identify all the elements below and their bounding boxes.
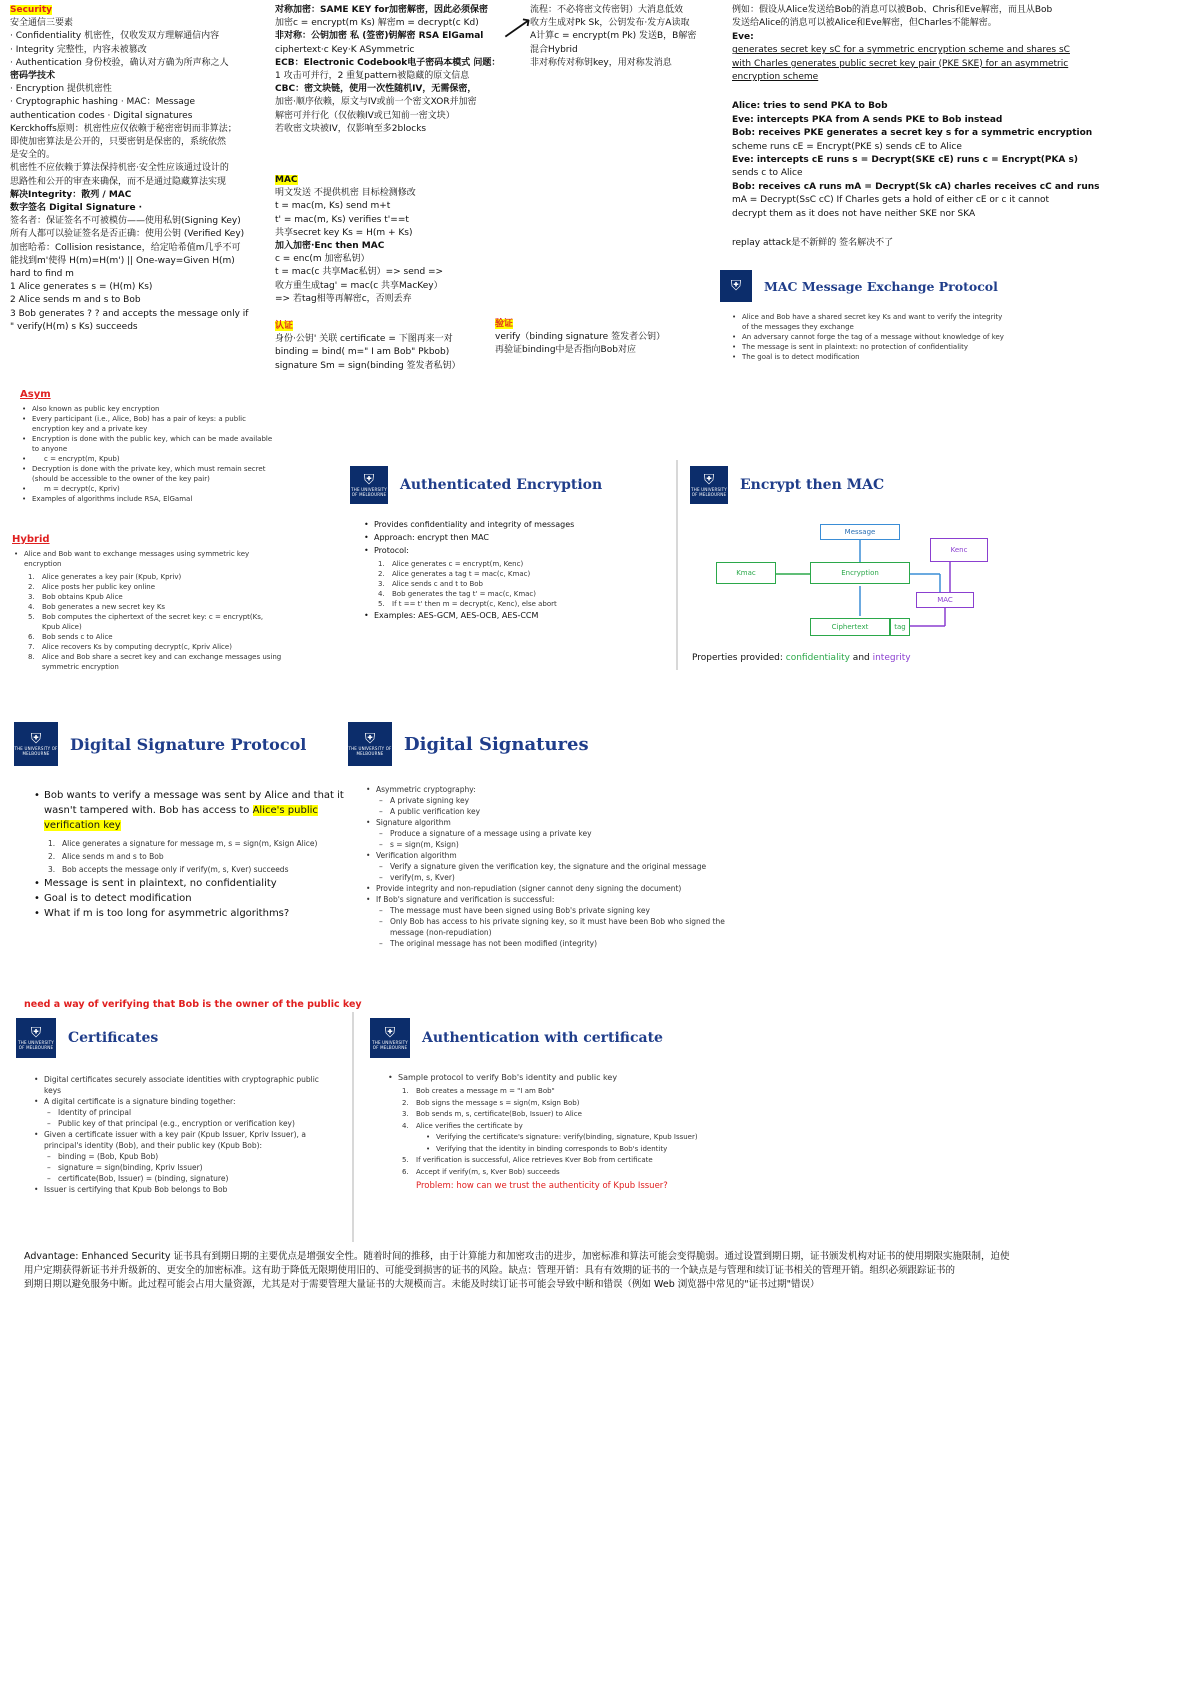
note-line: 即使加密算法是公开的，只要密钥是保密的，系统依然 (10, 137, 227, 148)
mac-item: • An adversary cannot forge the tag of a message without knowledge of key (730, 332, 1010, 342)
note-line: 安全通信三要素 (10, 18, 74, 29)
note-line: 签名者：保证签名不可被模仿——使用私钥(Signing Key) (10, 216, 241, 227)
cert-sub (44, 1151, 332, 1184)
note-line: Bob: receives cA runs mA = Decrypt(Sk cA) charles receives cC and runs (732, 181, 1100, 192)
note-line: 再验证binding中是否指向Bob对应 (495, 345, 636, 356)
awc-step-text: Bob creates a message m = "I am Bob" (416, 1087, 555, 1095)
note-line: ciphertext·c Key·K ASymmetric (275, 44, 415, 55)
ds-sub (376, 861, 736, 883)
ds-item: • If Bob's signature and verification is successful: – The message must have been signed using Bob's private signing key – Only Bob has access to his private signing key, so it must have been Bob who signed the message (non-repudiation) – The original message has not been modified (integrity) (364, 894, 736, 949)
ae-step-number: 3. (378, 580, 385, 588)
note-line: replay attack是不新鲜的 签名解决不了 (732, 238, 894, 249)
ae-step-text: Alice generates c = encrypt(m, Kenc) (392, 560, 524, 568)
awc-step-number: 4. (402, 1121, 409, 1130)
note-line: · Cryptographic hashing · MAC：Message (10, 97, 196, 108)
mac-bullets (730, 312, 1010, 362)
note-line: 身份·公钥' 关联 certificate = 下图再来一对 (275, 334, 453, 345)
mac-item: • Alice and Bob have a shared secret key Ks and want to verify the integrity of the messages they exchange (730, 312, 1010, 332)
auth-notes (275, 333, 525, 373)
cert-sub-item: – signature = sign(binding, Kpriv Issuer) (44, 1162, 332, 1173)
digital-signatures-slide (348, 722, 738, 992)
mac-box: MAC (916, 592, 974, 608)
divider (676, 460, 678, 670)
hybrid-step (24, 602, 282, 612)
advantage-paragraph (24, 1250, 1184, 1292)
ae-step-text: Bob generates the tag t' = mac(c, Kmac) (392, 590, 537, 598)
note-line: 3 Bob generates ? ? and accepts the message only if (10, 308, 249, 319)
university-logo: ⛨ THE UNIVERSITY OF MELBOURNE (350, 466, 388, 504)
ae-step-number: 5. (378, 600, 385, 608)
university-logo: ⛨ THE UNIVERSITY OF MELBOURNE (16, 1018, 56, 1058)
slide-title: Digital Signatures (404, 733, 589, 755)
etm-properties: Properties provided: confidentiality and integrity (692, 653, 911, 663)
message-box: Message (820, 524, 900, 540)
hybrid-step-text: Bob obtains Kpub Alice (42, 593, 123, 601)
paragraph-line: Advantage: Enhanced Security 证书具有到期日期的主要优点是增强安全性。随着时间的推移，由于计算能力和加密攻击的进步，加密标准和算法可能会变得脆弱。通过设置到期日期，证书颁发机构对证书的使用期限实施限制，迫使 (24, 1251, 1010, 1262)
note-line: scheme runs cE = Encrypt(PKE s) sends cE to Alice (732, 141, 962, 152)
certificates-slide (16, 1018, 336, 1238)
awc-steps (398, 1086, 766, 1193)
ds-item: • Provide integrity and non-repudiation (signer cannot deny signing the document) (364, 883, 736, 894)
crypto-notes (275, 4, 525, 373)
hybrid-step-number: 1. (28, 573, 35, 581)
note-line: 共享secret key Ks = H(m + Ks) (275, 227, 413, 238)
note-line: 明文发送 不提供机密 目标检测修改 (275, 188, 416, 199)
mac-title: MAC (275, 175, 298, 186)
hybrid-notes (12, 533, 282, 672)
note-line: 机密性不应依赖于算法保持机密·安全性应该通过设计的 (10, 163, 229, 174)
ae-item: • Provides confidentiality and integrity of messages (362, 518, 662, 531)
note-line: t = mac(m, Ks) send m+t (275, 201, 391, 212)
hybrid-step-number: 3. (28, 593, 35, 601)
slide-header (348, 722, 738, 766)
hybrid-step-text: Alice and Bob share a secret key and can exchange messages using symmetric encryption (42, 653, 282, 671)
note-line: · Confidentiality 机密性，仅收发双方理解通信内容 (10, 31, 220, 42)
dsp-item: • Message is sent in plaintext, no confidentiality (32, 876, 344, 891)
note-line: 非对称传对称钥key，用对称发消息 (530, 57, 672, 68)
hybrid-step (24, 582, 282, 592)
hybrid-step-text: Bob computes the ciphertext of the secret key: c = encrypt(Ks, Kpub Alice) (42, 613, 264, 631)
ae-item: • Protocol: 1. Alice generates c = encrypt(m, Kenc) 2. Alice generates a tag t = mac(c, Kmac) 3. Alice sends c and t to Bob 4. Bob generates the tag t' = mac(c, Kmac) 5. If t == t' then m = decrypt(c, Kenc), else abort (362, 544, 662, 609)
note-line: t' = mac(m, Ks) verifies t'==t (275, 214, 409, 225)
awc-sub-item: • Verifying the certificate's signature: verify(binding, signature, Kpub Issuer) (424, 1132, 766, 1144)
ds-sub-item: – The original message has not been modified (integrity) (376, 938, 736, 949)
university-logo: ⛨ THE UNIVERSITY OF MELBOURNE (14, 722, 58, 766)
asym-bullets (20, 404, 280, 504)
note-line: 非对称：公钥加密 私 (签密)钥解密 RSA ElGamal (275, 31, 484, 42)
ds-item: • Verification algorithm – Verify a signature given the verification key, the signature and the original message – verify(m, s, Kver) (364, 850, 736, 883)
ds-sub (376, 795, 736, 817)
note-line: 若收密文块被IV，仅影响至多2blocks (275, 123, 427, 134)
ds-item: • Signature algorithm – Produce a signature of a message using a private key – s = sign(m, Ksign) (364, 817, 736, 850)
dsp-step (44, 850, 344, 863)
university-logo: ⛨ THE UNIVERSITY OF MELBOURNE (348, 722, 392, 766)
hybrid-step-number: 7. (28, 643, 35, 651)
tag-box: tag (890, 618, 910, 636)
note-line: 对称加密：SAME KEY for加密解密，因此必须保密 (275, 5, 488, 15)
slide-header (370, 1018, 770, 1058)
ae-step (374, 589, 662, 599)
ae-step-text: If t == t' then m = decrypt(c, Kenc), else abort (392, 600, 557, 608)
security-title: Security (10, 5, 53, 15)
hybrid-step-number: 2. (28, 583, 35, 591)
ciphertext-box: Ciphertext (810, 618, 890, 636)
slide-header (16, 1018, 336, 1058)
kmac-box: Kmac (716, 562, 776, 584)
note-line: 加密·顺序依赖，原文与IV或前一个密文XOR并加密 (275, 97, 477, 108)
etm-diagram (690, 516, 1010, 641)
cert-sub-item: – Identity of principal (44, 1107, 332, 1118)
dsp-intro: • Bob wants to verify a message was sent by Alice and that it wasn't tampered with. Bob has access to Alice's public verification key 1. Alice generates a signature for message m, s = sign(m, Ksign Alice) 2. Alice sends m and s to Bob 3. Bob accepts the message only if verify(m, s, Kver) succeeds (32, 788, 344, 876)
awc-step-text: Bob signs the message s = sign(m, Ksign Bob) (416, 1098, 580, 1107)
ds-sub-item: – s = sign(m, Ksign) (376, 839, 736, 850)
digital-signature-protocol-slide (14, 722, 344, 942)
verify-title: 验证 (495, 319, 514, 329)
note-line: 混合Hybrid (530, 44, 578, 55)
hybrid-step-number: 4. (28, 603, 35, 611)
ds-item: • Asymmetric cryptography: – A private signing key – A public verification key (364, 784, 736, 817)
hybrid-step-number: 5. (28, 613, 35, 621)
ae-step-number: 4. (378, 590, 385, 598)
verify-notes (495, 318, 705, 358)
ae-item: • Approach: encrypt then MAC (362, 531, 662, 544)
awc-step (398, 1109, 766, 1121)
note-line: authentication codes · Digital signatures (10, 110, 193, 121)
note-line: 密码学技术 (10, 71, 56, 82)
note-line: 解决Integrity：散列 / MAC (10, 189, 132, 200)
cert-sub-item: – binding = (Bob, Kpub Bob) (44, 1151, 332, 1162)
note-line: decrypt them as it does not have neither SKE nor SKA (732, 208, 976, 219)
note-line: 发送给Alice的消息可以被Alice和Eve解密，但Charles不能解密。 (732, 18, 997, 29)
ds-sub-item: – Verify a signature given the verification key, the signature and the original message (376, 861, 736, 872)
ae-steps (374, 559, 662, 609)
awc-step-number: 5. (402, 1156, 409, 1164)
paragraph-line: 到期日期以避免服务中断。此过程可能会占用大量资源，尤其是对于需要管理大量证书的大规模而言。未能及时续订证书可能会导致中断和错误（例如 Web 浏览器中常见的"证书过期"错误） (24, 1279, 820, 1290)
mac-notes (275, 187, 525, 306)
awc-step (398, 1098, 766, 1110)
hybrid-step-text: Alice recovers Ks by computing decrypt(c, Kpriv Alice) (42, 643, 232, 651)
ds-sub-item: – A private signing key (376, 795, 736, 806)
paragraph-line: 用户定期获得新证书并升级新的、更安全的加密标准。这有助于降低无限期使用旧的、可能受到损害的证书的风险。缺点：管理开销：具有有效期的证书的一个缺点是与管理和续订证书相关的管理开销。组织必须跟踪证书的 (24, 1265, 956, 1276)
awc-sub-item: • Verifying that the identity in binding corresponds to Bob's identity (424, 1144, 766, 1156)
encryption-box: Encryption (810, 562, 910, 584)
note-line: => 若tag相等再解密c，否则丢弃 (275, 293, 412, 304)
hybrid-step-text: Alice generates a key pair (Kpub, Kpriv) (42, 573, 182, 581)
awc-step-text: Accept if verify(m, s, Kver Bob) succeeds (416, 1167, 560, 1176)
awc-step (398, 1155, 766, 1167)
awc-step-number: 3. (402, 1110, 409, 1118)
ds-bullets (364, 784, 736, 949)
cert-sub-item: – certificate(Bob, Issuer) = (binding, signature) (44, 1173, 332, 1184)
slide-header (350, 466, 670, 504)
dsp-step-number: 2. (48, 852, 56, 861)
note-line: c = enc(m 加密私钥） (275, 254, 370, 265)
ds-sub-item: – Only Bob has access to his private signing key, so it must have been Bob who signed the message (non-repudiation) (376, 916, 736, 938)
cert-item: • Issuer is certifying that Kpub Bob belongs to Bob (32, 1184, 332, 1195)
awc-step-text: Bob sends m, s, certificate(Bob, Issuer) to Alice (416, 1110, 582, 1118)
slide-title: Certificates (68, 1030, 159, 1046)
awc-step (398, 1121, 766, 1156)
university-logo: ⛨ THE UNIVERSITY OF MELBOURNE (370, 1018, 410, 1058)
hybrid-steps (24, 572, 282, 672)
cert-sub (44, 1107, 332, 1129)
cert-bullets (32, 1074, 332, 1195)
slide-title: MAC Message Exchange Protocol (764, 278, 998, 294)
asym-item: • Every participant (i.e., Alice, Bob) has a pair of keys: a public encryption key and a private key (20, 414, 280, 434)
note-line: signature Sm = sign(binding 签发者私钥） (275, 360, 461, 371)
awc-step (398, 1167, 766, 1179)
note-line: 收方重生成tag' = mac(c 共享MacKey） (275, 280, 443, 291)
note-line: encryption scheme (732, 72, 819, 83)
note-line: t = mac(c 共享Mac私钥）=> send => (275, 267, 444, 278)
owner-note: need a way of verifying that Bob is the owner of the public key (24, 999, 362, 1010)
awc-problem: Problem: how can we trust the authenticity of Kpub Issuer? (416, 1181, 668, 1191)
mac-item: • The message is sent in plaintext: no protection of confidentiality (730, 342, 1010, 352)
note-line: 数字签名 Digital Signature · (10, 203, 143, 214)
ds-sub (376, 905, 736, 949)
hybrid-step-text: Bob sends c to Alice (42, 633, 113, 641)
slide-title: Encrypt then MAC (740, 477, 885, 493)
slide-title: Authenticated Encryption (400, 477, 603, 493)
arrow-icon: ⟶ (497, 9, 538, 48)
hybrid-intro: Alice and Bob want to exchange messages using symmetric key encryption (24, 550, 250, 568)
security-notes (10, 4, 285, 334)
flow-notes (530, 4, 725, 70)
awc-step-number: 6. (402, 1167, 409, 1176)
cert-item: • Digital certificates securely associate identities with cryptographic public keys (32, 1074, 332, 1096)
note-line: sends c to Alice (732, 168, 803, 179)
authentication-certificate-slide (370, 1018, 770, 1238)
university-logo: ⛨ (720, 270, 752, 302)
note-line: 1 攻击可并行，2 重复pattern被隐藏的原文信息 (275, 71, 470, 82)
hybrid-step (24, 652, 282, 672)
hybrid-title: Hybrid (12, 534, 50, 545)
note-line: " verify(H(m) s Ks) succeeds (10, 321, 138, 332)
note-line: 1 Alice generates s = (H(m) Ks) (10, 282, 153, 293)
asym-notes (20, 388, 280, 504)
auth-title: 认证 (275, 321, 294, 332)
note-line: 能找到m'使得 H(m)=H(m') || One-way=Given H(m) (10, 255, 235, 266)
symmetric-notes (275, 4, 525, 136)
slide-title: Digital Signature Protocol (70, 734, 307, 754)
dsp-step (44, 837, 344, 850)
mac-item: • The goal is to detect modification (730, 352, 1010, 362)
hybrid-step-text: Alice posts her public key online (42, 583, 156, 591)
note-line: 2 Alice sends m and s to Bob (10, 295, 141, 306)
asym-item: • c = encrypt(m, Kpub) (20, 454, 280, 464)
dsp-bullets (32, 788, 344, 921)
note-line: Eve: intercepts PKA from A sends PKE to Bob instead (732, 114, 1003, 125)
hybrid-step (24, 572, 282, 582)
ae-step (374, 569, 662, 579)
ae-step (374, 599, 662, 609)
note-line: hard to find m (10, 269, 74, 280)
hybrid-step (24, 612, 282, 632)
mitm-notes (732, 4, 1194, 251)
note-line: CBC：密文块链，使用一次性随机IV，无需保密， (275, 84, 477, 95)
ae-step-text: Alice sends c and t to Bob (392, 580, 483, 588)
note-line: 加密c = encrypt(m Ks) 解密m = decrypt(c Kd) (275, 18, 479, 29)
asym-item: • m = decrypt(c, Kpriv) (20, 484, 280, 494)
note-line: Eve: (732, 31, 754, 42)
awc-bullets (386, 1072, 766, 1193)
awc-step-text: Alice verifies the certificate by (416, 1121, 523, 1130)
cert-sub-item: – Public key of that principal (e.g., encryption or verification key) (44, 1118, 332, 1129)
dsp-item: • Goal is to detect modification (32, 891, 344, 906)
awc-sub (424, 1132, 766, 1155)
cert-item: • A digital certificate is a signature binding together: – Identity of principal – Public key of that principal (e.g., encryption or verification key) (32, 1096, 332, 1129)
mitm-lines (732, 4, 1194, 251)
note-line: binding = bind( m=" I am Bob" Pkbob) (275, 347, 450, 358)
awc-step-text: If verification is successful, Alice retrieves Kver Bob from certificate (416, 1156, 653, 1164)
awc-step (398, 1086, 766, 1098)
note-line: generates secret key sC for a symmetric encryption scheme and shares sC (732, 45, 1070, 56)
asym-item: • Also known as public key encryption (20, 404, 280, 414)
ds-sub-item: – A public verification key (376, 806, 736, 817)
slide-title: Authentication with certificate (422, 1030, 663, 1046)
note-line: with Charles generates public secret key pair (PKE SKE) for an asymmetric (732, 58, 1069, 69)
slide-header (720, 270, 1020, 302)
note-line: 加密哈希：Collision resistance，给定哈希值m几乎不可 (10, 242, 241, 253)
hybrid-step-number: 8. (28, 653, 35, 661)
note-line: 例如：假设从Alice发送给Bob的消息可以被Bob、Chris和Eve解密，而且从Bob (732, 5, 1053, 15)
note-line: · Authentication 身份校验，确认对方确为所声称之人 (10, 57, 229, 68)
encrypt-then-mac-slide (690, 466, 1010, 666)
verify-lines (495, 331, 705, 357)
ae-bullets (362, 518, 662, 622)
flow-lines (530, 4, 725, 70)
hybrid-step (24, 642, 282, 652)
note-line: 加入加密·Enc then MAC (275, 241, 385, 252)
note-line: 解密可并行化（仅依赖IV或已知前一密文块） (275, 110, 455, 121)
note-line: Alice: tries to send PKA to Bob (732, 101, 888, 112)
asym-item: • Decryption is done with the private key, which must remain secret (should be accessible to the owner of the key pair) (20, 464, 280, 484)
note-line: verify（binding signature 签发者公钥） (495, 332, 666, 343)
note-line: Kerckhoffs原则：机密性应仅依赖于秘密密钥而非算法； (10, 123, 237, 134)
hybrid-step (24, 592, 282, 602)
asym-title: Asym (20, 389, 51, 400)
note-line: Eve: intercepts cE runs s = Decrypt(SKE cE) runs c = Encrypt(PKA s) (732, 155, 1079, 166)
note-line: 流程：不必将密文传密钥）大消息低效 (530, 5, 684, 15)
dsp-step-number: 3. (48, 865, 56, 874)
awc-step-number: 2. (402, 1098, 409, 1107)
slide-header (690, 466, 1010, 504)
university-logo: ⛨ THE UNIVERSITY OF MELBOURNE (690, 466, 728, 504)
hybrid-step-text: Bob generates a new secret key Ks (42, 603, 166, 611)
hybrid-bullets (12, 549, 282, 672)
hybrid-step-number: 6. (28, 633, 35, 641)
note-line: 收方生成对Pk Sk，公钥发布·发方A读取 (530, 18, 690, 29)
note-line: 所有人都可以验证签名是否正确：使用公钥 (Verified Key) (10, 229, 245, 240)
dsp-step-text: Alice sends m and s to Bob (62, 852, 164, 861)
asym-item: • Examples of algorithms include RSA, ElGamal (20, 494, 280, 504)
hybrid-step (24, 632, 282, 642)
mac-exchange-slide (720, 270, 1020, 455)
ae-step-text: Alice generates a tag t = mac(c, Kmac) (392, 570, 531, 578)
dsp-step (44, 863, 344, 876)
asym-item: • Encryption is done with the public key, which can be made available to anyone (20, 434, 280, 454)
ds-sub-item: – Produce a signature of a message using a private key (376, 828, 736, 839)
ae-step-number: 1. (378, 560, 385, 568)
note-line: Bob: receives PKE generates a secret key s for a symmetric encryption (732, 128, 1093, 139)
awc-item: • Sample protocol to verify Bob's identity and public key 1. Bob creates a message m = "I am Bob" 2. Bob signs the message s = sign(m, Ksign Bob) 3. Bob sends m, s, certificate(Bob, Issuer) to Alice 4. Alice verifies the certificate by • Verifying the certificate's signature: verify(binding, signature, Kpub Issuer) • Verifying that the identity in binding corresponds to Bob's identity 5. If verification is successful, Alice retrieves Kver Bob from certificate 6. Accept if verify(m, s, Kver Bob) succeeds Problem: how can we trust the authenticity of Kpub Issuer? (386, 1072, 766, 1193)
note-line: ECB：Electronic Codebook电子密码本模式 问题： (275, 57, 501, 68)
ds-sub-item: – The message must have been signed using Bob's private signing key (376, 905, 736, 916)
dsp-step-text: Bob accepts the message only if verify(m, s, Kver) succeeds (62, 865, 289, 874)
ae-item: • Examples: AES-GCM, AES-OCB, AES-CCM (362, 609, 662, 622)
dsp-item: • What if m is too long for asymmetric algorithms? (32, 906, 344, 921)
note-line: 是安全的。 (10, 150, 56, 161)
kenc-box: Kenc (930, 538, 988, 562)
note-line: mA = Decrypt(SsC cC) If Charles gets a hold of either cE or c it cannot (732, 195, 1050, 206)
ds-sub-item: – verify(m, s, Kver) (376, 872, 736, 883)
dsp-steps (44, 837, 344, 876)
authenticated-encryption-slide (350, 466, 670, 666)
slide-header (14, 722, 344, 766)
awc-step-number: 1. (402, 1087, 409, 1095)
note-line: · Integrity 完整性，内容未被篡改 (10, 44, 147, 55)
note-line: · Encryption 提供机密性 (10, 84, 112, 95)
ae-step (374, 559, 662, 569)
security-lines (10, 17, 285, 334)
note-line: A计算c = encrypt(m Pk) 发送B，B解密 (530, 31, 697, 42)
ae-step (374, 579, 662, 589)
ae-step-number: 2. (378, 570, 385, 578)
cert-item: • Given a certificate issuer with a key pair (Kpub Issuer, Kpriv Issuer), a principal's identity (Bob), and their public key (Kpub Bob): – binding = (Bob, Kpub Bob) – signature = sign(binding, Kpriv Issuer) – certificate(Bob, Issuer) = (binding, signature) (32, 1129, 332, 1184)
divider (352, 1012, 354, 1242)
dsp-step-number: 1. (48, 839, 56, 848)
note-line: 思路性和公开的审查来确保，而不是通过隐藏算法实现 (10, 176, 227, 187)
ds-sub (376, 828, 736, 850)
dsp-step-text: Alice generates a signature for message m, s = sign(m, Ksign Alice) (62, 839, 318, 848)
